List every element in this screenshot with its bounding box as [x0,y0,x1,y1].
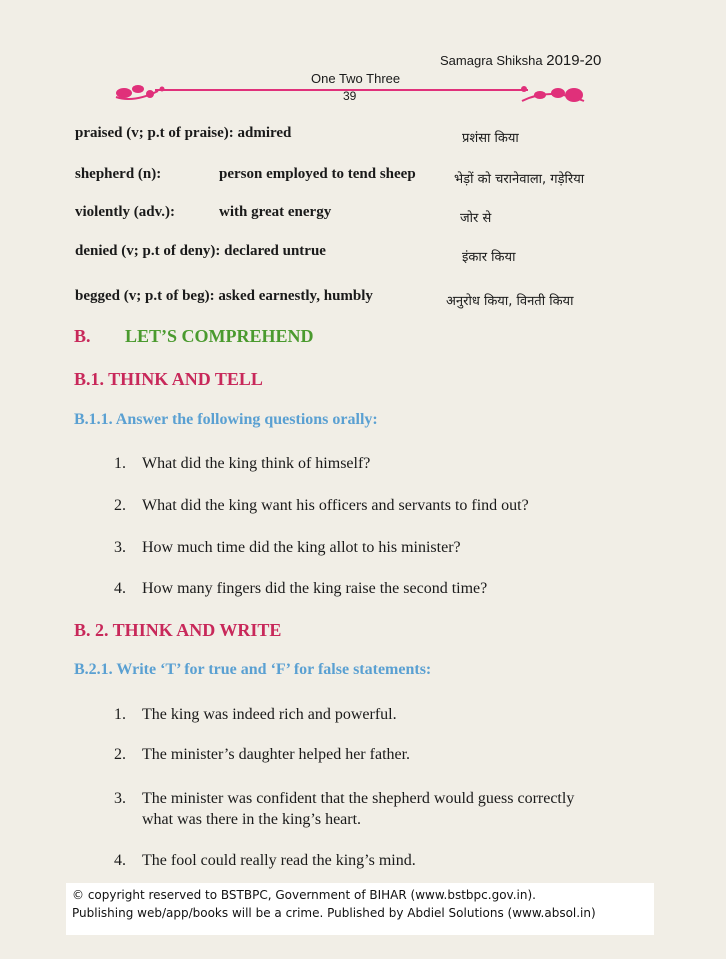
question-text: How many fingers did the king raise the second time? [142,580,488,597]
page-number: 39 [343,89,357,103]
header-rule [155,89,528,91]
statement-item [114,852,416,870]
statement-text: The minister’s daughter helped her father. [142,746,411,763]
chapter-title: One Two Three [311,71,401,86]
statement-item [114,746,410,764]
question-item [114,497,529,515]
statement-number: 3. [114,790,126,807]
instruction: B.2.1. Write ‘T’ for true and ‘F’ for false statements: [74,661,432,678]
publisher-line: Publishing web/app/books will be a crime. Published by Abdiel Solutions (www.absol.in) [72,906,596,920]
statement-number: 1. [114,706,126,723]
brand-name: Samagra Shiksha [440,53,543,68]
question-item [114,580,487,598]
question-number: 1. [114,455,126,472]
question-item [114,455,370,473]
subsection-title: B. 2. THINK AND WRITE [74,620,282,640]
question-text: How much time did the king allot to his minister? [142,539,461,556]
header-brand [440,52,601,69]
statement-number: 2. [114,746,126,763]
vocab-hindi: इंकार किया [462,250,516,265]
statement-number: 4. [114,852,126,869]
question-number: 2. [114,497,126,514]
vocab-hindi: अनुरोध किया, विनती किया [446,294,574,309]
vocab-hindi: प्रशंसा किया [462,131,519,146]
subsection-title: B.1. THINK AND TELL [74,369,263,389]
statement-text: The king was indeed rich and powerful. [142,706,397,723]
question-number: 3. [114,539,126,556]
floral-ornament-left-icon [114,79,174,105]
section-title: LET’S COMPREHEND [125,326,314,346]
vocab-term: violently (adv.): [75,204,175,220]
statement-item [114,706,397,724]
vocab-term: shepherd (n): [75,166,162,182]
statement-text-continued: what was there in the king’s heart. [142,811,362,828]
vocab-meaning: with great energy [219,204,332,220]
floral-ornament-right-icon [514,79,586,109]
section-label: B. [74,326,91,346]
instruction: B.1.1. Answer the following questions orally: [74,411,378,428]
copyright-footer [66,883,654,935]
vocab-term: begged (v; p.t of beg): asked earnestly, humbly [75,288,373,304]
question-number: 4. [114,580,126,597]
question-text: What did the king want his officers and servants to find out? [142,497,529,514]
vocab-term: denied (v; p.t of deny): declared untrue [75,243,326,259]
vocab-term: praised (v; p.t of praise): admired [75,125,292,141]
statement-item [114,790,574,808]
question-item [114,539,461,557]
vocab-meaning: person employed to tend sheep [219,166,416,182]
question-text: What did the king think of himself? [142,455,371,472]
edition-year: 2019-20 [546,52,602,69]
vocab-hindi: भेड़ों को चरानेवाला, गड़ेरिया [454,172,585,187]
vocab-hindi: जोर से [460,211,492,226]
statement-text: The minister was confident that the shepherd would guess correctly [142,790,575,807]
statement-text: The fool could really read the king’s mind. [142,852,416,869]
copyright-line: © copyright reserved to BSTBPC, Government of BIHAR (www.bstbpc.gov.in). [72,888,536,902]
